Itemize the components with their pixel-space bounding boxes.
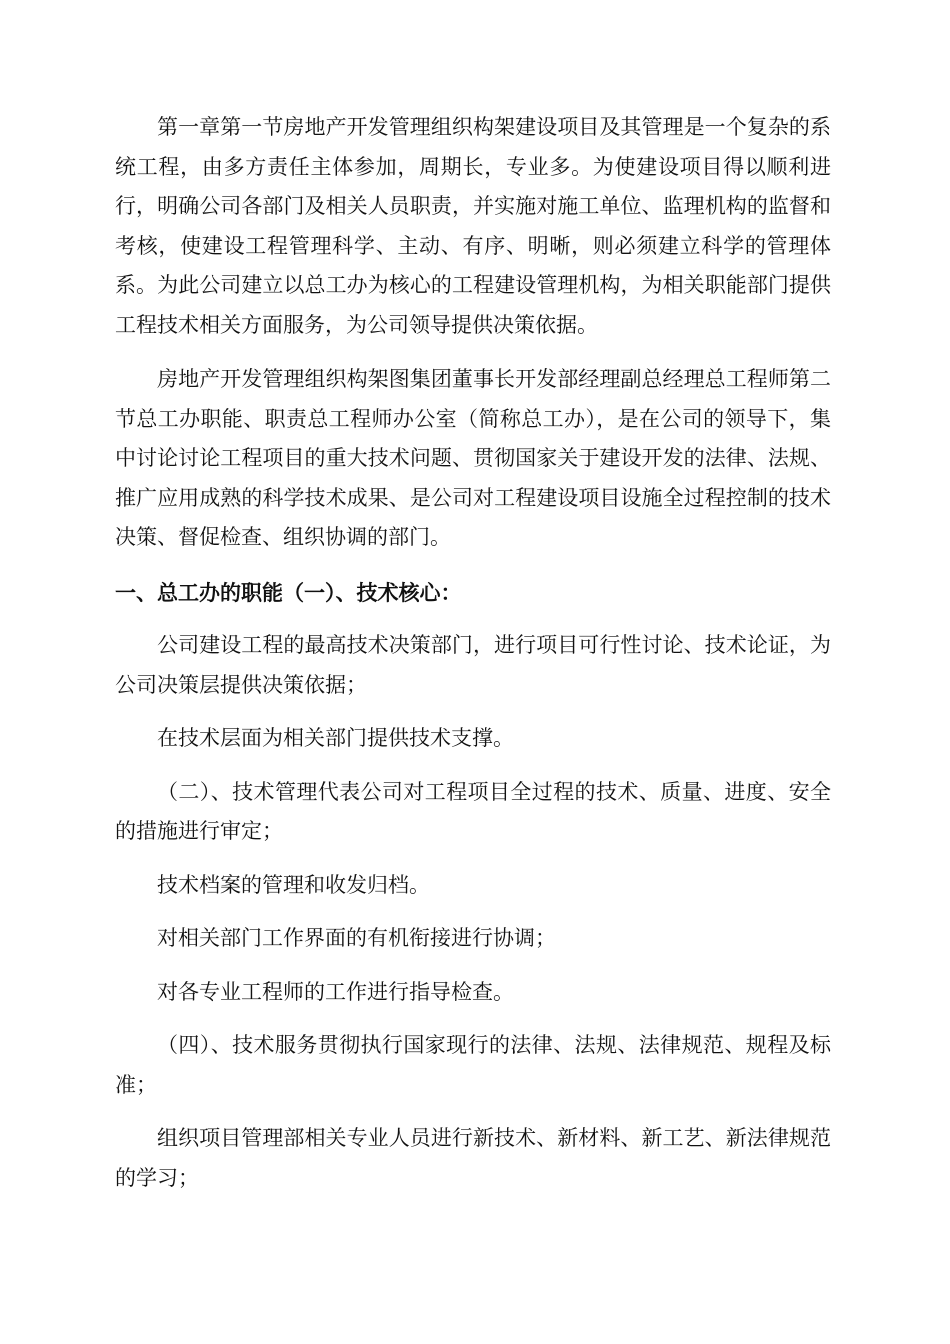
paragraph-intro: 第一章第一节房地产开发管理组织构架建设项目及其管理是一个复杂的系统工程，由多方责任主体参加，周期长，专业多。为使建设项目得以顺利进行，明确公司各部门及相关人员职责，并实施对施工单位、监理机构的监督和考核，使建设工程管理科学、主动、有序、明晰，则必须建立科学的管理体系。为此公司建立以总工办为核心的工程建设管理机构，为相关职能部门提供工程技术相关方面服务，为公司领导提供决策依据。 <box>115 115 831 337</box>
list-item: 组织项目管理部相关专业人员进行新技术、新材料、新工艺、新法律规范的学习； <box>115 1126 831 1190</box>
paragraph-org-chart: 房地产开发管理组织构架图集团董事长开发部经理副总经理总工程师第二节总工办职能、职责总工程师办公室（简称总工办），是在公司的领导下，集中讨论讨论工程项目的重大技术问题、贯彻国家关于建设开发的法律、法规、推广应用成熟的科学技术成果、是公司对工程建设项目设施全过程控制的技术决策、督促检查、组织协调的部门。 <box>115 367 831 549</box>
list-item: 对相关部门工作界面的有机衔接进行协调； <box>157 926 556 950</box>
document-page <box>115 108 831 1198</box>
list-item: （四）、技术服务贯彻执行国家现行的法律、法规、法律规范、规程及标准； <box>115 1033 831 1097</box>
list-item: 对各专业工程师的工作进行指导检查。 <box>157 979 514 1004</box>
list-item: 技术档案的管理和收发归档。 <box>157 872 430 897</box>
section-heading: 一、总工办的职能（一）、技术核心： <box>115 579 462 605</box>
list-item: 在技术层面为相关部门提供技术支撑。 <box>157 726 514 750</box>
list-item: 公司建设工程的最高技术决策部门，进行项目可行性讨论、技术论证，为公司决策层提供决策依据； <box>115 633 831 697</box>
list-item: （二）、技术管理代表公司对工程项目全过程的技术、质量、进度、安全的措施进行审定； <box>115 779 831 843</box>
